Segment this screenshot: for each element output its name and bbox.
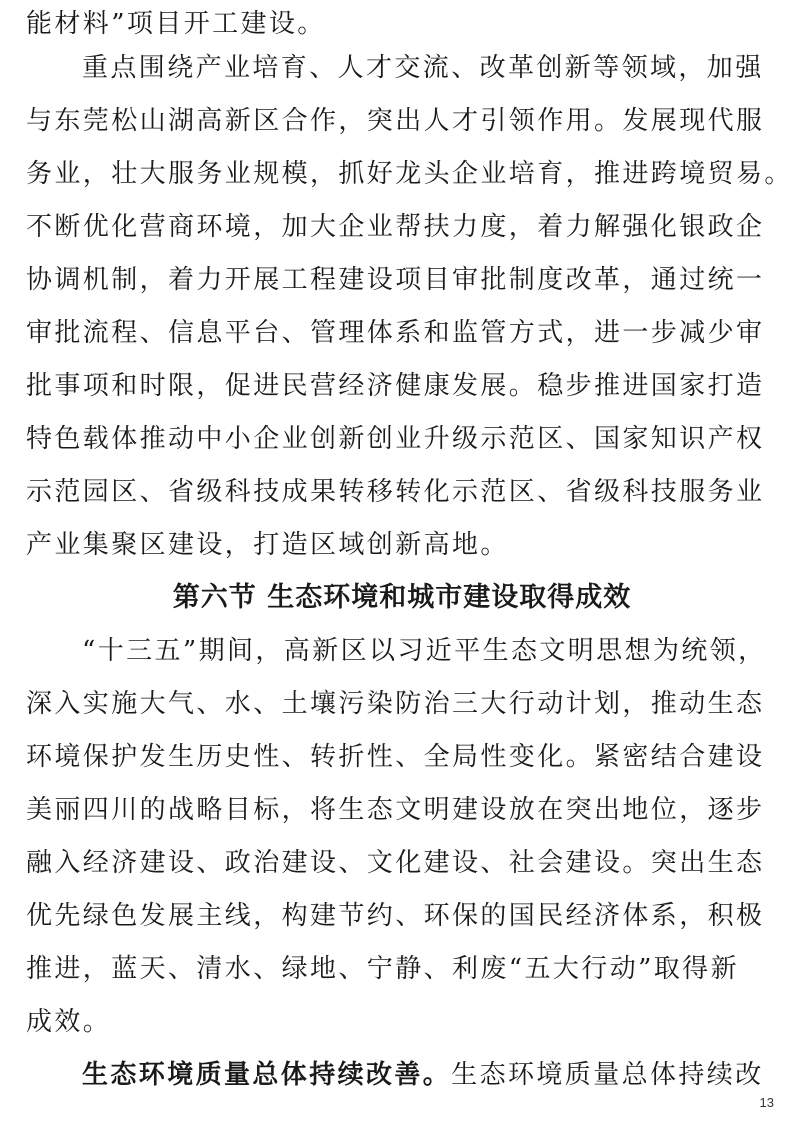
paragraph-line: 与东莞松山湖高新区合作，突出人才引领作用。发展现代服 <box>26 106 765 136</box>
section-heading: 第六节 生态环境和城市建设取得成效 <box>172 582 632 613</box>
paragraph-line: 审批流程、信息平台、管理体系和监管方式，进一步减少审 <box>26 318 765 348</box>
paragraph-line: 批事项和时限，促进民营经济健康发展。稳步推进国家打造 <box>26 371 765 401</box>
paragraph-line: 融入经济建设、政治建设、文化建设、社会建设。突出生态 <box>26 848 765 878</box>
paragraph-line: 产业集聚区建设，打造区域创新高地。 <box>26 530 509 560</box>
paragraph-line: 环境保护发生历史性、转折性、全局性变化。紧密结合建设 <box>26 742 765 772</box>
paragraph-line: 不断优化营商环境，加大企业帮扶力度，着力解强化银政企 <box>26 212 765 242</box>
paragraph-line: 务业，壮大服务业规模，抓好龙头企业培育，推进跨境贸易。 <box>26 159 793 189</box>
paragraph-lead-bold: 生态环境质量总体持续改善。 <box>82 1060 452 1090</box>
paragraph-line: 特色载体推动中小企业创新创业升级示范区、国家知识产权 <box>26 424 765 454</box>
paragraph-line: 重点围绕产业培育、人才交流、改革创新等领域，加强 <box>82 53 764 83</box>
paragraph-line: 美丽四川的战略目标，将生态文明建设放在突出地位，逐步 <box>26 795 765 825</box>
paragraph-line: 能材料”项目开工建设。 <box>26 9 326 39</box>
paragraph-line: “十三五”期间，高新区以习近平生态文明思想为统领， <box>82 636 767 666</box>
paragraph-lead-text: 生态环境质量总体持续改 <box>451 1060 764 1090</box>
paragraph-line: 示范园区、省级科技成果转移转化示范区、省级科技服务业 <box>26 477 765 507</box>
paragraph-line <box>82 1051 764 1099</box>
paragraph-line: 推进，蓝天、清水、绿地、宁静、利废“五大行动”取得新 <box>26 954 739 984</box>
page-number: 13 <box>759 1095 774 1110</box>
paragraph-line: 协调机制，着力开展工程建设项目审批制度改革，通过统一 <box>26 265 765 295</box>
paragraph-line: 成效。 <box>26 1007 112 1037</box>
paragraph-line: 优先绿色发展主线，构建节约、环保的国民经济体系，积极 <box>26 901 765 931</box>
paragraph-line: 深入实施大气、水、土壤污染防治三大行动计划，推动生态 <box>26 689 765 719</box>
